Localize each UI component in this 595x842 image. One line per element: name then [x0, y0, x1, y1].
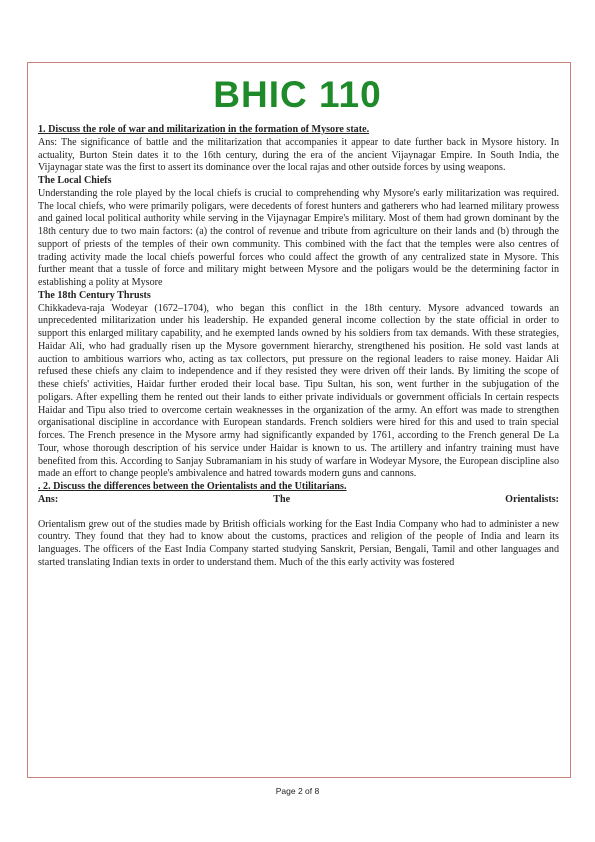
paragraph-orientalism: Orientalism grew out of the studies made by British officials working for the East India Company who had to administer a new country. They found that they had to know about the customs, practices and religion of the people of India and learn its languages. The officers of the East India Company started studying Sanskrit, Persian, Bengali, Tamil and other languages and started translating Indian texts in order to understand them. Much of the this early activity was fostered — [38, 518, 559, 568]
page-number: Page 2 of 8 — [275, 786, 320, 796]
answer-2-the: The — [273, 493, 291, 505]
heading-18th-century: The 18th Century Thrusts — [38, 289, 151, 301]
document-body — [38, 124, 559, 570]
answer-2-label: Ans: — [38, 493, 59, 505]
page-title: BHIC 110 — [213, 74, 382, 115]
question-2: . 2. Discuss the differences between the Orientalists and the Utilitarians. — [38, 481, 347, 492]
question-1: 1. Discuss the role of war and militarization in the formation of Mysore state. — [38, 124, 370, 135]
answer-2-heading — [38, 494, 559, 507]
heading-local-chiefs: The Local Chiefs — [38, 175, 112, 186]
answer-2-orientalists: Orientalists: — [505, 493, 559, 505]
answer-1-intro: Ans: The significance of battle and the militarization that accompanies it appear to date further back in Mysore history. In actuality, Burton Stein dates it to the 16th century, during the era of the ancient Vijaynagar Empire. In South India, the Vijaynagar state was the first to assert its dominance over the local rajas and other outside forces by using weapons. — [38, 136, 559, 174]
paragraph-local-chiefs: Understanding the role played by the local chiefs is crucial to comprehending why Mysore's early militarization was required. The local chiefs, who were primarily poligars, were decedents of forest hunters and gatherers who had learned military prowess and gained local political authority while serving in the Vijaynagar Empire's military. Most of them had grown dominant by the 18th century due to two main factors: (a) the control of revenue and tribute from agriculture on their lands and (b) through the support of priests of the temples of their own community. This combined with the fact that the temples were also centres of trading activity made the local chiefs powerful forces who could affect the growth of any centralized state in Mysore. This further meant that a tussle of force and military might between Mysore and the poligars would be the determining factor in establishing a polity at Mysore — [38, 187, 559, 288]
paragraph-18th-century: Chikkadeva-raja Wodeyar (1672–1704), who began this conflict in the 18th century. Mysore advanced towards an unprecedented militarization under his leadership. He expanded general income collection by the state official in order to support this enlarged military capability, and he exempted lands owned by his soldiers from tax demands. With these strategies, Haidar Ali, who had gradually risen up the Mysore government hierarchy, strengthened his position. He sold vast lands at auction to ambitious warriors who, acting as tax collectors, put pressure on the regional leaders to raise money. Haidar Ali refused these chiefs any claim to independence and if they resisted they were driven off their lands. By limiting the scope of these chiefs' activities, Haidar further eroded their local base. Tipu Sultan, his son, went further in the subjugation of the poligars. After expelling them he rented out their lands to either private individuals or government officials In certain respects Haidar and Tipu also tried to overcome certain weaknesses in the organization of the army. An effort was made to strengthen organisational discipline in accordance with European standards. French soldiers were hired for this and used to train special forces. The French presence in the Mysore army had significantly expanded by 1761, according to the French general De La Tour, whose thorough description of his service under Haidar is known to us. The artillery and infantry training must have benefited from this. According to Sanjay Subramaniam in his study of warfare in Wodeyar Mysore, the European discipline also made an effort to change people's ambivalence and hatred towards modern guns and cannons. — [38, 302, 559, 480]
spacer — [38, 507, 559, 519]
